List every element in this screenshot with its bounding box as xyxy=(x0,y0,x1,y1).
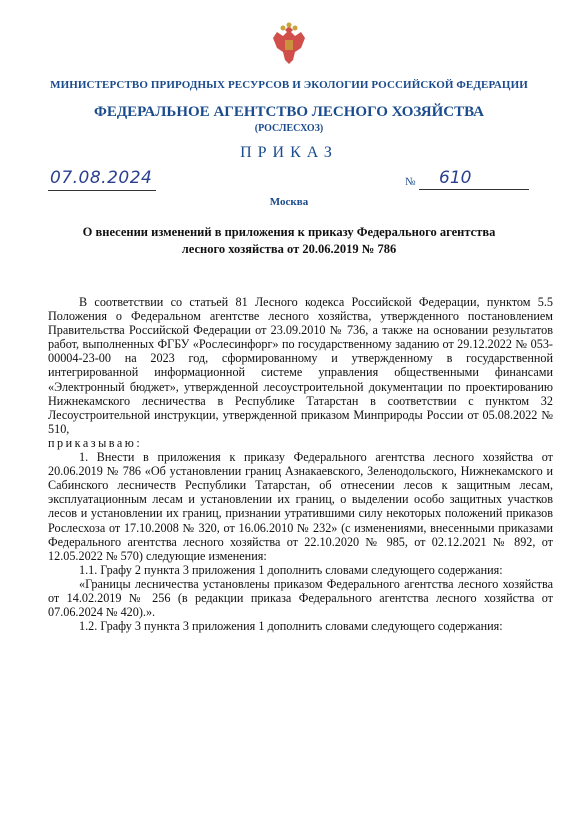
paragraph-item-1-1: 1.1. Графу 2 пункта 3 приложения 1 дополнить словами следующего содержания: xyxy=(79,562,503,577)
paragraph-item-1-2: 1.2. Графу 3 пункта 3 приложения 1 дополнить словами следующего содержания: xyxy=(79,619,503,634)
ministry-name: МИНИСТЕРСТВО ПРИРОДНЫХ РЕСУРСОВ И ЭКОЛОГИИ РОССИЙСКОЙ ФЕДЕРАЦИИ xyxy=(50,79,528,91)
russian-coat-of-arms-icon xyxy=(271,22,307,66)
order-word: приказываю: xyxy=(48,435,143,450)
agency-name: ФЕДЕРАЛЬНОЕ АГЕНТСТВО ЛЕСНОГО ХОЗЯЙСТВА xyxy=(93,104,485,120)
document-type: ПРИКАЗ xyxy=(240,144,338,161)
city: Москва xyxy=(269,196,309,208)
preamble-text: В соответствии со статьей 81 Лесного кодекса Российской Федерации, пунктом 5.5 Положения о Федеральном агентстве лесного хозяйства, утвержденного постановлением Правительства Российской Федерации от 23.09.2010 № 736, а также на основании результатов работ, выполненных ФГБУ «Рослесинфорг» по государственному заданию от 29.12.2022 № 053-00004-23-00 на 2023 год, сформированному и утвержденному в государственной интегрированной информационной системе управления общественными финансами «Электронный бюджет», утвержденной лесоустроительной документации по проектированию Нижнекамского лесничества в Республике Татарстан в соответствии с пунктом 32 Лесоустроительной инструкции, утвержденной приказом Минприроды России от 05.08.2022 № 510, xyxy=(48,295,553,436)
title-line-1: О внесении изменений в приложения к приказу Федерального агентства xyxy=(82,225,496,239)
number-value: 610 xyxy=(439,168,472,188)
agency-short-name: (РОСЛЕСХОЗ) xyxy=(254,123,324,134)
paragraph-quote: «Границы лесничества установлены приказом Федерального агентства лесного хозяйства от 14.02.2019 № 256 (в редакции приказа Федерального агентства лесного хозяйства от 07.06.2024 № 420).». xyxy=(48,576,553,620)
number-underline xyxy=(419,189,529,190)
title-line-2: лесного хозяйства от 20.06.2019 № 786 xyxy=(181,242,397,256)
number-field xyxy=(405,168,529,190)
date-value: 07.08.2024 xyxy=(50,168,153,188)
date-field xyxy=(48,170,156,191)
number-label: № xyxy=(405,176,416,188)
paragraph-preamble xyxy=(48,295,553,450)
paragraph-item-1: 1. Внести в приложения к приказу Федерального агентства лесного хозяйства от 20.06.2019 № 786 «Об установлении границ Азнакаевского, Зеленодольского, Нижнекамского и Сабинского лесничеств Республики Татарстан, об отнесении лесов к защитным лесам, эксплуатационным лесам и установлении их границ, о выделении особо защитных участков лесов и установлении их границ, признании утратившими силу некоторых положений приказов Рослесхоза от 17.10.2008 № 320, от 16.06.2010 № 232» (с изменениями, внесенными приказами Федерального агентства лесного хозяйства от 22.10.2020 № 985, от 02.12.2021 № 892, от 12.05.2022 № 570) следующие изменения: xyxy=(48,450,553,563)
document-body xyxy=(48,295,553,633)
document-title xyxy=(40,224,538,258)
